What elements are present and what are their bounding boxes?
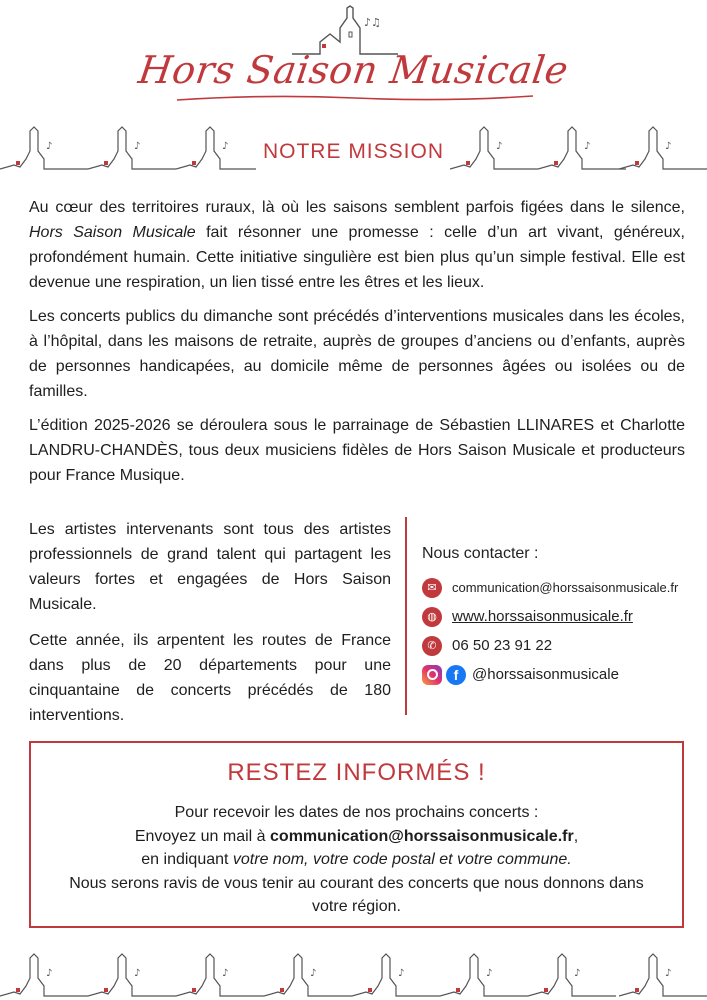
village-icon	[440, 952, 528, 1000]
mail-icon: ✉	[422, 578, 442, 598]
contact-social-row[interactable]	[422, 660, 702, 689]
village-icon	[176, 952, 264, 1000]
contact-phone-row[interactable]	[422, 631, 702, 660]
globe-icon: ◍	[422, 607, 442, 627]
mission-p1-brand: Hors Saison Musicale	[29, 224, 196, 241]
mission-title: NOTRE MISSION	[262, 140, 444, 163]
newsletter-line-2-text: Envoyez un mail à	[134, 827, 271, 845]
mission-p1-text-end: fait résonner une promesse : celle d’un art vivant, généreux, profondément humain. Cette initiative singulière est bien plus qu’un simple festival. Elle est devenue une respiration, un lien tissé entre les êtres et les lieux.	[29, 224, 685, 291]
contact-email[interactable]: communication@horssaisonmusicale.fr	[452, 580, 679, 595]
village-border-bottom	[0, 952, 707, 1000]
artists-text	[29, 517, 391, 739]
newsletter-line-4: Nous serons ravis de vous tenir au courant des concerts que nous donnons dans votre région.	[69, 874, 644, 915]
newsletter-line-3	[51, 848, 662, 872]
column-divider	[405, 517, 407, 715]
svg-text:♪: ♪	[46, 968, 53, 979]
facebook-icon[interactable]: f	[446, 665, 466, 685]
svg-text:♪: ♪	[486, 968, 493, 979]
svg-text:♪: ♪	[398, 968, 405, 979]
phone-icon: ✆	[422, 636, 442, 656]
newsletter-body	[51, 801, 662, 919]
newsletter-line-3-fields: votre nom, votre code postal et votre commune.	[232, 851, 572, 868]
newsletter-line-3-text: en indiquant	[141, 851, 233, 868]
contact-website-link[interactable]: www.horssaisonmusicale.fr	[452, 608, 633, 625]
svg-text:♪: ♪	[134, 968, 141, 979]
svg-text:♪: ♪	[665, 968, 672, 979]
mission-p1-text: Au cœur des territoires ruraux, là où les saisons semblent parfois figées dans le silence,	[29, 199, 685, 216]
mission-paragraph-2: Les concerts publics du dimanche sont précédés d’interventions musicales dans les écoles, à l’hôpital, dans les maisons de retraite, auprès de groupes d’anciens ou d’enfants, auprès de personnes handicapées, au domicile même de personnes âgées ou isolées ou de familles.	[29, 308, 685, 400]
village-icon	[528, 952, 616, 1000]
instagram-icon[interactable]	[422, 665, 442, 685]
contact-email-row[interactable]	[422, 573, 702, 602]
contact-phone[interactable]: 06 50 23 91 22	[452, 637, 553, 654]
newsletter-box	[29, 741, 684, 928]
artists-paragraph-1: Les artistes intervenants sont tous des artistes professionnels de grand talent qui partagent les valeurs fortes et engagées de Hors Saison Musicale.	[29, 521, 391, 613]
village-icon	[0, 952, 88, 1000]
mission-paragraph-3: L’édition 2025-2026 se déroulera sous le parrainage de Sébastien LLINARES et Charlotte LANDRU-CHANDÈS, tous deux musiciens fidèles de Hors Saison Musicale et producteurs pour France Musique.	[29, 417, 685, 484]
newsletter-email[interactable]: communication@horssaisonmusicale.fr	[270, 827, 574, 845]
newsletter-line-2-punct: ,	[573, 827, 579, 845]
logo	[0, 0, 707, 115]
svg-text:♪: ♪	[310, 968, 317, 979]
svg-text:♪: ♪	[222, 968, 229, 979]
mission-paragraph-1	[29, 195, 685, 295]
artists-paragraph-2: Cette année, ils arpentent les routes de France dans plus de 20 départements pour une cinquantaine de concerts précédés de 180 interventions.	[29, 632, 391, 724]
svg-text:♪: ♪	[134, 141, 141, 152]
newsletter-line-2	[51, 825, 662, 849]
village-icon	[264, 952, 352, 1000]
contact-website-row[interactable]	[422, 602, 702, 631]
svg-text:♪♫: ♪♫	[364, 16, 381, 29]
svg-text:♪: ♪	[574, 968, 581, 979]
svg-text:♪: ♪	[46, 141, 53, 152]
mission-text	[29, 195, 685, 497]
svg-text:♪: ♪	[665, 141, 672, 152]
svg-text:♪: ♪	[496, 141, 503, 152]
newsletter-title: RESTEZ INFORMÉS !	[227, 759, 486, 786]
logo-title: Hors Saison Musicale	[135, 48, 572, 92]
contact-section	[422, 545, 702, 689]
contact-title: Nous contacter :	[422, 545, 539, 562]
newsletter-line-1: Pour recevoir les dates de nos prochains concerts :	[174, 804, 539, 821]
contact-social-handle[interactable]: @horssaisonmusicale	[472, 666, 619, 683]
village-icon	[352, 952, 440, 1000]
village-icon	[88, 952, 176, 1000]
logo-underline	[175, 92, 535, 104]
village-icon	[619, 952, 707, 1000]
svg-text:♪: ♪	[222, 141, 229, 152]
svg-text:♪: ♪	[584, 141, 591, 152]
